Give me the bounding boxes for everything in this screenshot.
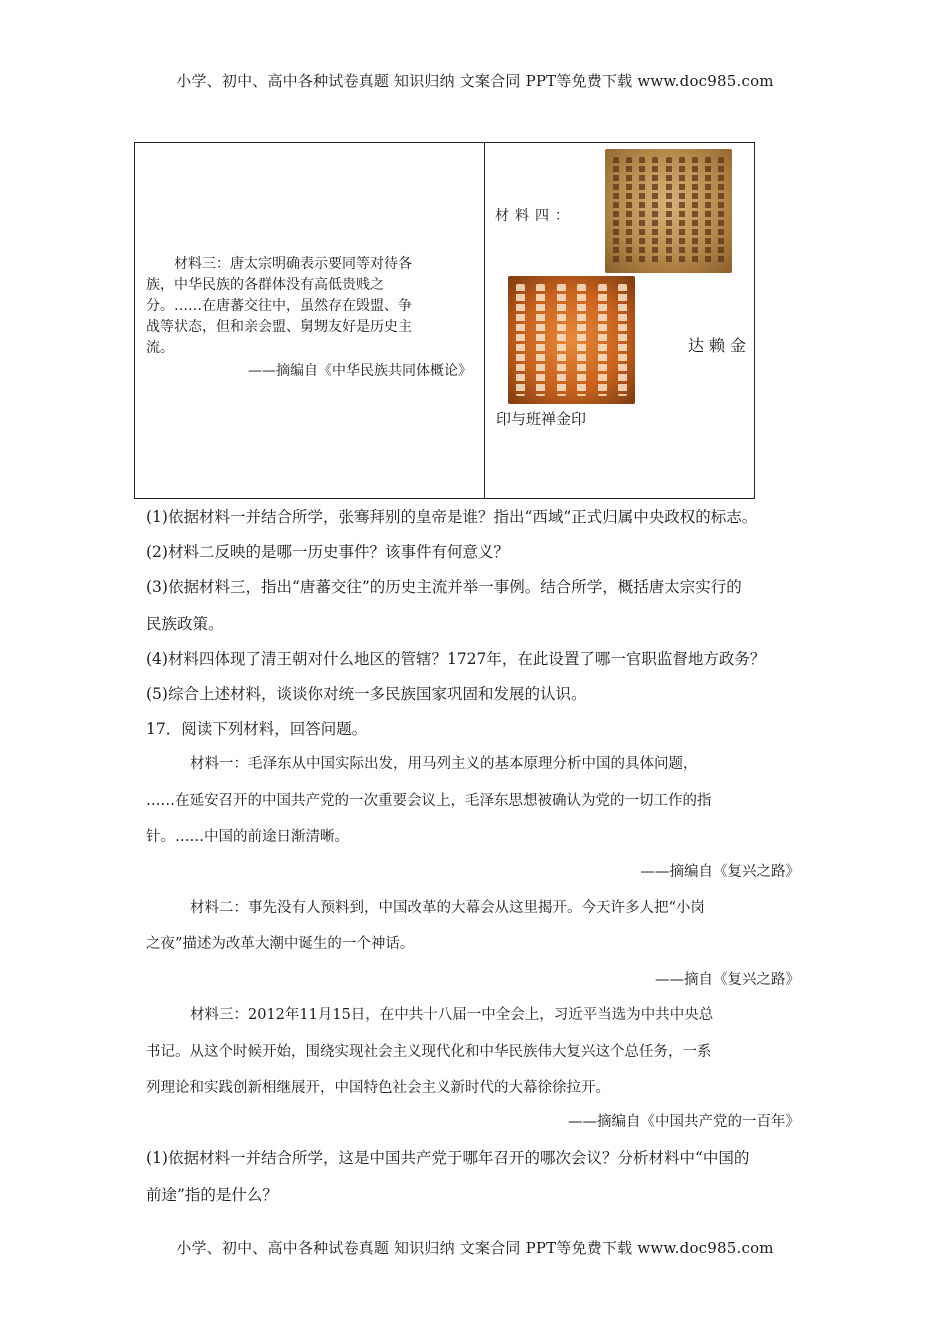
material-3-line3: 分。……在唐蕃交往中，虽然存在毁盟、争 (146, 298, 412, 314)
q17-material-2-line2: 之夜”描述为改革大潮中诞生的一个神话。 (146, 936, 415, 952)
material-4-label: 材料四： (495, 208, 575, 224)
material-4-caption-right: 达赖金 (688, 336, 752, 355)
q17-material-3-source: ——摘编自《中国共产党的一百年》 (568, 1114, 800, 1130)
q17-material-1-source: ——摘编自《复兴之路》 (640, 864, 800, 880)
q17-material-3-line3: 列理论和实践创新相继展开，中国特色社会主义新时代的大幕徐徐拉开。 (146, 1080, 610, 1096)
panchen-gold-seal-image (605, 149, 732, 273)
page-header: 小学、初中、高中各种试卷真题 知识归纳 文案合同 PPT等免费下载 www.doc985.com (176, 72, 774, 90)
q17-question-1-line1: (1)依据材料一并结合所学，这是中国共产党于哪年召开的哪次会议？分析材料中“中国的 (146, 1149, 750, 1167)
q17-material-3-line1: 材料三：2012年11月15日，在中共十八届一中全会上，习近平当选为中共中央总 (190, 1007, 714, 1023)
question-16-4: (4)材料四体现了清王朝对什么地区的管辖？1727年，在此设置了哪一官职监督地方政务？ (146, 650, 766, 668)
question-16-3-cont: 民族政策。 (146, 615, 224, 633)
table-divider (484, 142, 485, 499)
question-17-title: 17．阅读下列材料，回答问题。 (146, 720, 368, 738)
question-16-1: (1)依据材料一并结合所学，张骞拜别的皇帝是谁？指出“西域”正式归属中央政权的标志。 (146, 508, 758, 526)
question-16-3: (3)依据材料三，指出“唐蕃交往”的历史主流并举一事例。结合所学，概括唐太宗实行的 (146, 578, 742, 596)
dalai-gold-seal-image (508, 276, 635, 404)
page-footer: 小学、初中、高中各种试卷真题 知识归纳 文案合同 PPT等免费下载 www.doc985.com (176, 1239, 774, 1257)
material-3-cell (146, 254, 476, 382)
q17-material-1-line1: 材料一：毛泽东从中国实际出发，用马列主义的基本原理分析中国的具体问题， (190, 756, 698, 772)
q17-material-2-source: ——摘自《复兴之路》 (655, 972, 800, 988)
material-3-line4: 战等状态，但和亲会盟、舅甥友好是历史主 (146, 319, 412, 335)
material-3-line1: 材料三：唐太宗明确表示要同等对待各 (174, 256, 412, 272)
material-3-line2: 族，中华民族的各群体没有高低贵贱之 (146, 277, 384, 293)
q17-material-1-line2: ……在延安召开的中国共产党的一次重要会议上，毛泽东思想被确认为党的一切工作的指 (146, 793, 712, 809)
material-3-source: ——摘编自《中华民族共同体概论》 (248, 363, 472, 379)
material-4-caption-bottom: 印与班禅金印 (496, 410, 587, 428)
material-3-line5: 流。 (146, 340, 174, 356)
question-16-5: (5)综合上述材料，谈谈你对统一多民族国家巩固和发展的认识。 (146, 685, 587, 703)
q17-material-3-line2: 书记。从这个时候开始，围绕实现社会主义现代化和中华民族伟大复兴这个总任务，一系 (146, 1044, 712, 1060)
question-16-2: (2)材料二反映的是哪一历史事件？该事件有何意义？ (146, 543, 509, 561)
q17-material-2-line1: 材料二：事先没有人预料到，中国改革的大幕会从这里揭开。今天许多人把“小岗 (190, 900, 705, 916)
q17-question-1-line2: 前途”指的是什么？ (146, 1186, 278, 1204)
q17-material-1-line3: 针。……中国的前途日渐清晰。 (146, 829, 349, 845)
